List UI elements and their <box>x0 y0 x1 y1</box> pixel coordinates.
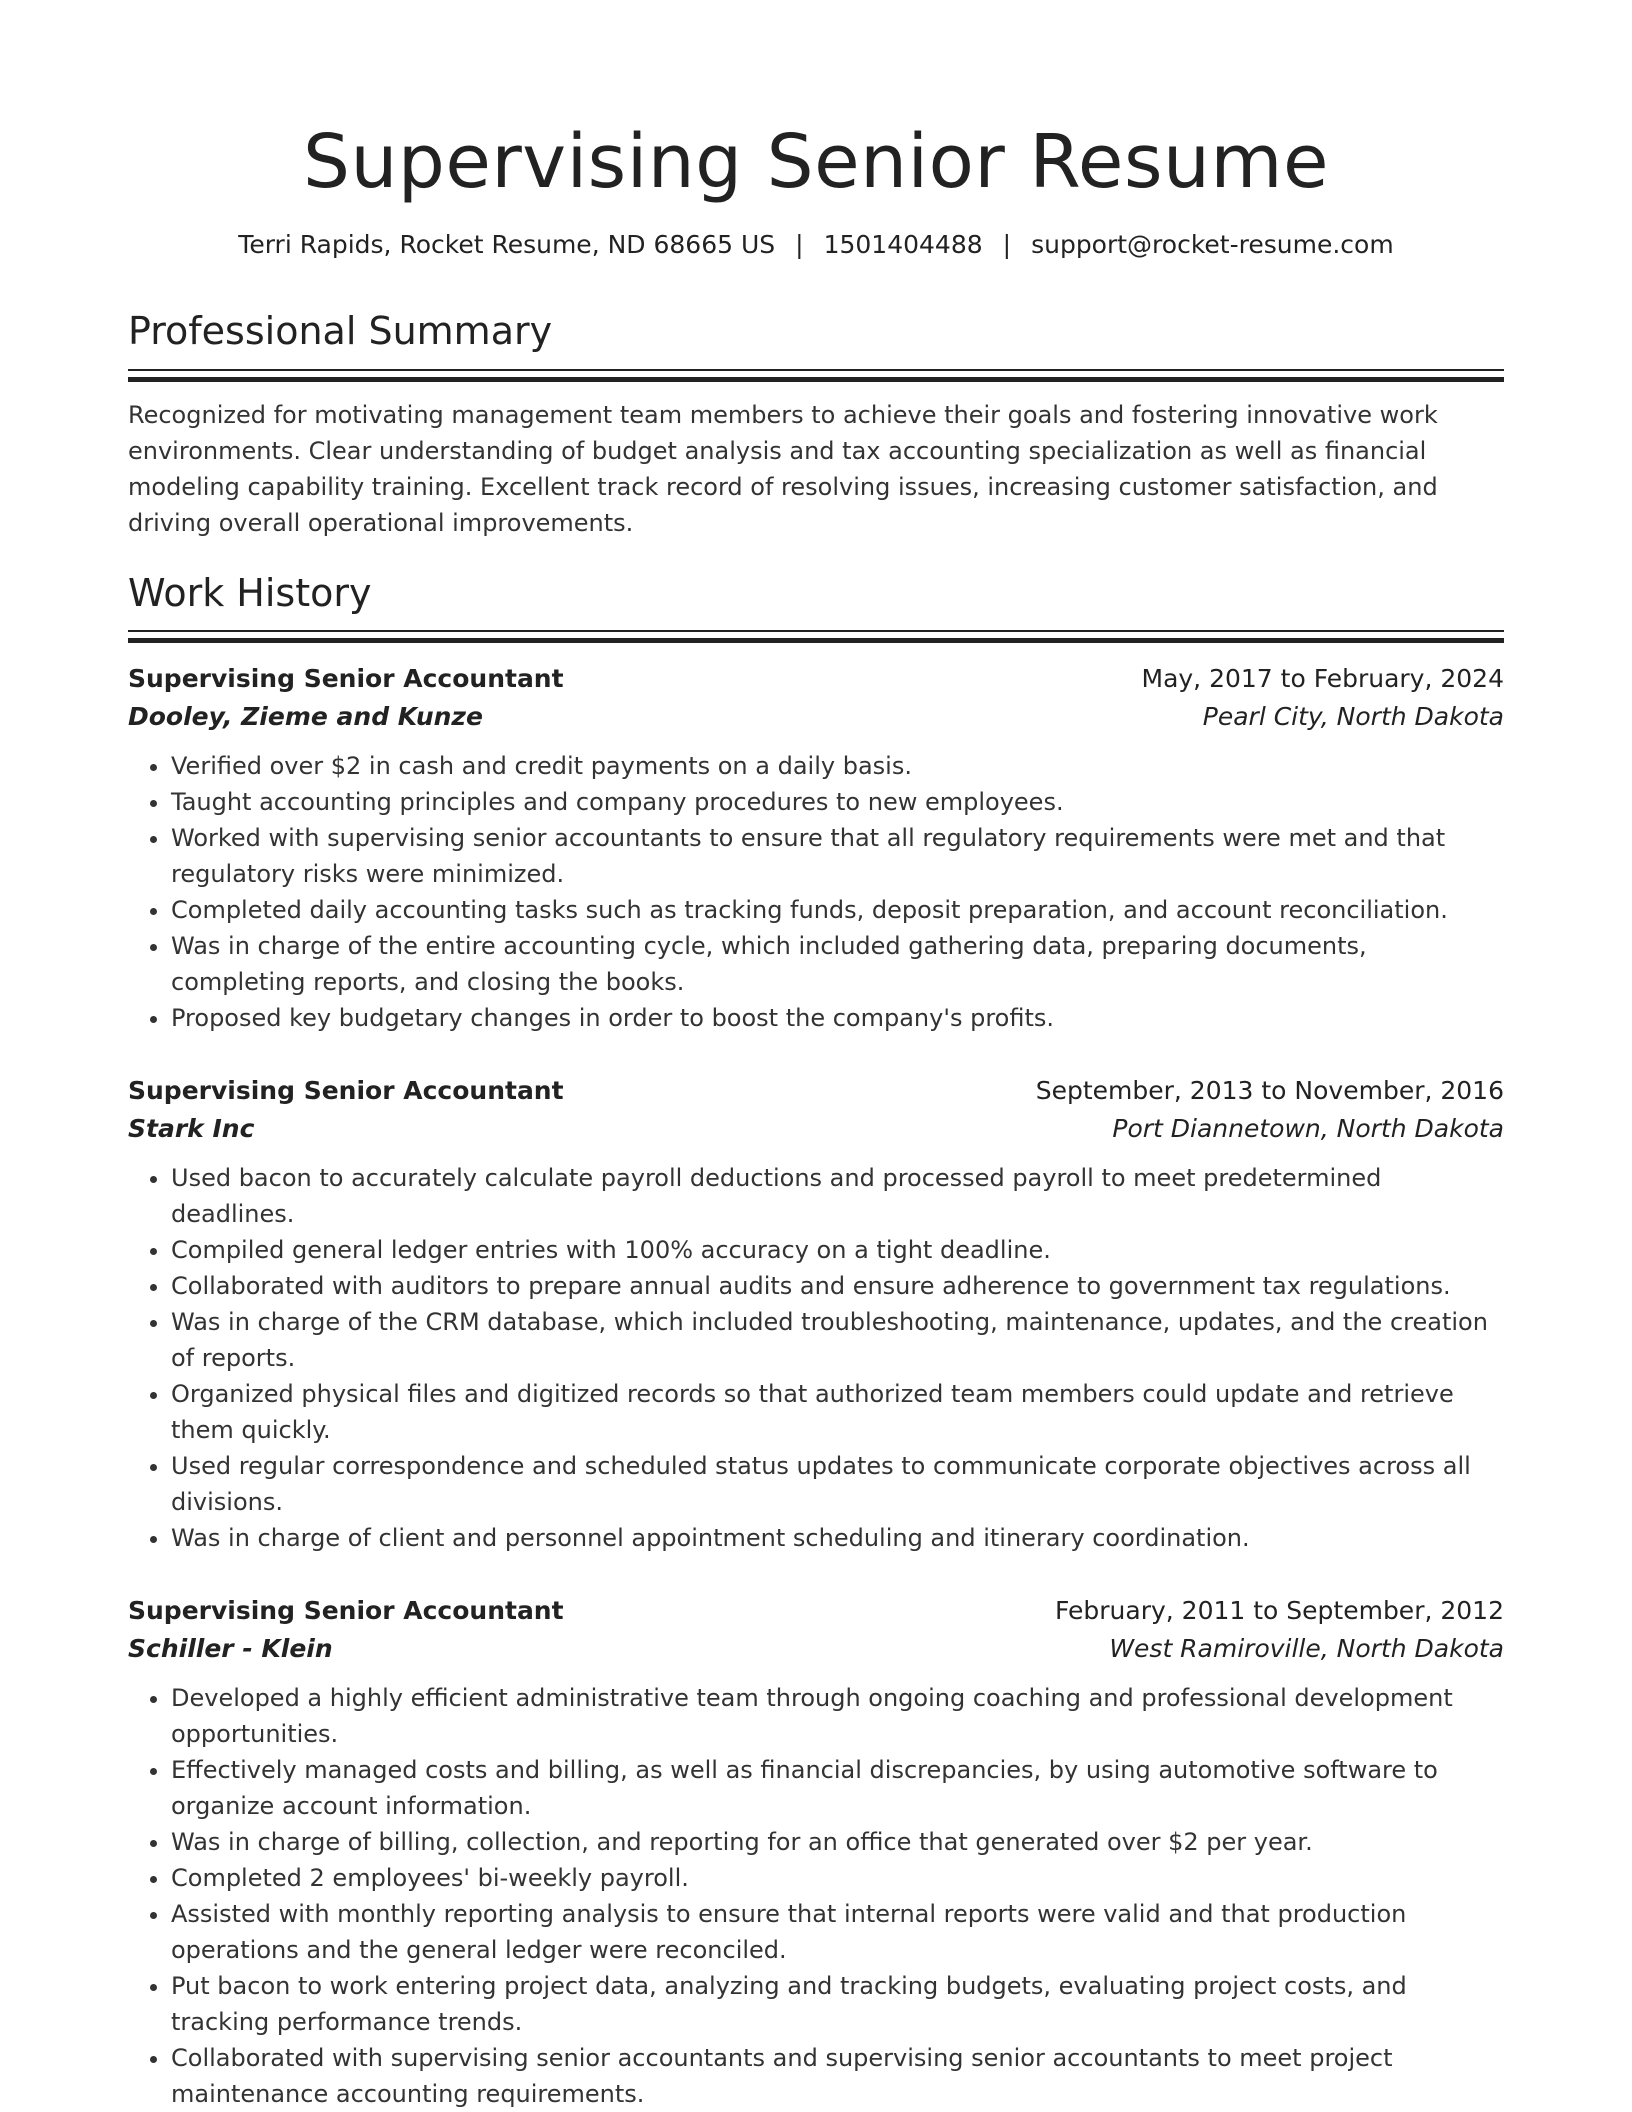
professional-summary-section <box>128 309 1504 541</box>
bullet-item: • Was in charge of the CRM database, which included troubleshooting, maintenance, updates, and the creation of reports. <box>171 1304 1504 1376</box>
bullet-item: • Organized physical files and digitized records so that authorized team members could update and retrieve them quickly. <box>171 1376 1504 1448</box>
bullet-item: • Assisted with monthly reporting analysis to ensure that internal reports were valid and that production operations and the general ledger were reconciled. <box>171 1896 1504 1968</box>
bullet-item: • Was in charge of billing, collection, and reporting for an office that generated over $2 per year. <box>171 1824 1504 1860</box>
work-history-section <box>128 571 1504 2112</box>
section-heading: Work History <box>128 570 372 615</box>
resume-title: Supervising Senior Resume <box>302 119 1330 205</box>
job-title: Supervising Senior Accountant <box>128 1596 564 1626</box>
bullet-item: • Verified over $2 in cash and credit payments on a daily basis. <box>171 748 1504 784</box>
contact-separator: | <box>795 229 804 259</box>
bullet-item: • Collaborated with supervising senior accountants and supervising senior accountants to meet project maintenance accounting requirements. <box>171 2040 1504 2112</box>
job-entry <box>128 660 1504 1036</box>
job-entry <box>128 1592 1504 2112</box>
bullet-item: • Used regular correspondence and scheduled status updates to communicate corporate objectives across all divisions. <box>171 1448 1504 1520</box>
job-title: Supervising Senior Accountant <box>128 664 564 694</box>
job-bullets <box>128 748 1504 1036</box>
bullet-item: • Proposed key budgetary changes in order to boost the company's profits. <box>171 1000 1504 1036</box>
job-location: Pearl City, North Dakota <box>1202 702 1504 732</box>
bullet-item: • Effectively managed costs and billing, as well as financial discrepancies, by using automotive software to organize account information. <box>171 1752 1504 1824</box>
job-location: Port Diannetown, North Dakota <box>1112 1114 1504 1144</box>
bullet-item: • Put bacon to work entering project data, analyzing and tracking budgets, evaluating project costs, and tracking performance trends. <box>171 1968 1504 2040</box>
job-title: Supervising Senior Accountant <box>128 1076 564 1106</box>
bullet-item: • Used bacon to accurately calculate payroll deductions and processed payroll to meet predetermined deadlines. <box>171 1160 1504 1232</box>
contact-line <box>128 229 1504 262</box>
bullet-item: • Was in charge of client and personnel appointment scheduling and itinerary coordination. <box>171 1520 1504 1556</box>
job-bullets <box>128 1680 1504 2112</box>
bullet-item: • Completed 2 employees' bi-weekly payroll. <box>171 1860 1504 1896</box>
bullet-item: • Completed daily accounting tasks such as tracking funds, deposit preparation, and account reconciliation. <box>171 892 1504 928</box>
bullet-item: • Compiled general ledger entries with 100% accuracy on a tight deadline. <box>171 1232 1504 1268</box>
bullet-item: • Worked with supervising senior accountants to ensure that all regulatory requirements were met and that regulatory risks were minimized. <box>171 820 1504 892</box>
bullet-item: • Collaborated with auditors to prepare annual audits and ensure adherence to government tax regulations. <box>171 1268 1504 1304</box>
bullet-item: • Developed a highly efficient administrative team through ongoing coaching and professional development opportunities. <box>171 1680 1504 1752</box>
job-dates: September, 2013 to November, 2016 <box>1035 1076 1504 1106</box>
contact-email: support@rocket-resume.com <box>1031 229 1394 259</box>
bullet-item: • Taught accounting principles and company procedures to new employees. <box>171 784 1504 820</box>
job-bullets <box>128 1160 1504 1556</box>
job-dates: May, 2017 to February, 2024 <box>1141 664 1504 694</box>
summary-text: Recognized for motivating management team members to achieve their goals and fostering innovative work environments. Clear understanding of budget analysis and tax accounting specialization as well as financial modeling capability training. Excellent track record of resolving issues, increasing customer satisfaction, and driving overall operational improvements. <box>128 400 1438 537</box>
company-name: Dooley, Zieme and Kunze <box>128 702 483 732</box>
company-name: Schiller - Klein <box>128 1634 333 1664</box>
job-location: West Ramiroville, North Dakota <box>1109 1634 1504 1664</box>
job-dates: February, 2011 to September, 2012 <box>1055 1596 1504 1626</box>
section-divider <box>128 630 1504 642</box>
section-divider <box>128 369 1504 381</box>
bullet-item: • Was in charge of the entire accounting cycle, which included gathering data, preparing documents, completing reports, and closing the books. <box>171 928 1504 1000</box>
contact-phone: 1501404488 <box>823 229 983 259</box>
section-heading: Professional Summary <box>128 309 553 354</box>
job-entry <box>128 1072 1504 1556</box>
contact-separator: | <box>1002 229 1012 259</box>
contact-address: Terri Rapids, Rocket Resume, ND 68665 US <box>238 229 776 259</box>
company-name: Stark Inc <box>128 1114 255 1144</box>
